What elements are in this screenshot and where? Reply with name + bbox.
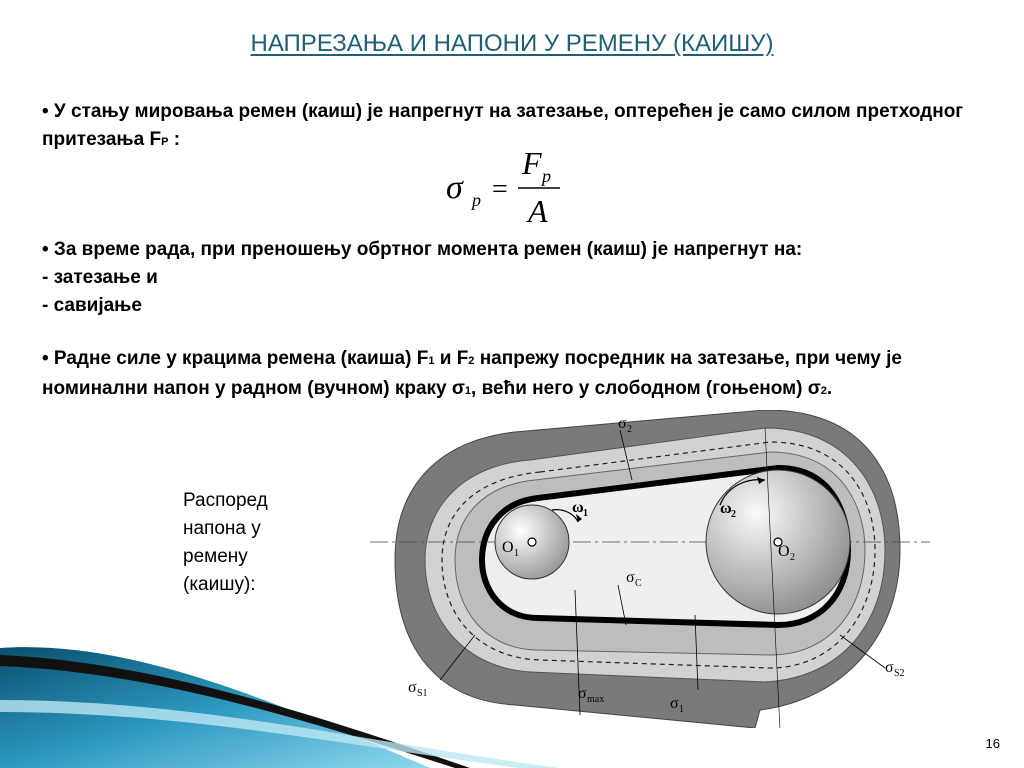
- label-o1: O: [502, 539, 514, 556]
- p2-line1: • За време рада, при преношењу обртног момента ремен (каиш) је напрегнут на:: [42, 239, 803, 260]
- label-sigmaS1-sub: S1: [417, 688, 428, 699]
- p3-c: напрежу посредник на затезање, при чему је номинални напон у радном (вучном) краку σ: [42, 348, 902, 399]
- p3-b-sub: 2: [468, 355, 475, 367]
- label-sigma1: σ: [670, 695, 679, 712]
- formula-lhs: σ: [446, 169, 463, 206]
- slide-title: НАПРЕЗАЊА И НАПОНИ У РЕМЕНУ (КАИШУ): [250, 30, 774, 57]
- paragraph-working-state: [42, 236, 992, 320]
- formula-num: F: [522, 145, 542, 181]
- label-sigma1-sub: 1: [679, 704, 684, 715]
- label-sigmaC-sub: C: [635, 578, 642, 589]
- label-omega2-sub: 2: [731, 509, 736, 520]
- p2-line2: - затезање и: [42, 267, 158, 288]
- label-sigma2-sub: 2: [627, 424, 632, 435]
- p1-sub: P: [161, 136, 169, 148]
- p2-line3: - савијање: [42, 295, 142, 316]
- label-sigmaC: σ: [626, 569, 635, 586]
- formula-lhs-sub: p: [472, 190, 481, 210]
- p3-c-sub: 1: [464, 385, 472, 397]
- label-omega2: ω: [720, 500, 732, 517]
- label-omega1-sub: 1: [583, 508, 588, 519]
- p3-d-sub: 2: [820, 385, 827, 397]
- diagram-caption: Распоред напона у ремену (каишу):: [183, 490, 268, 595]
- p3-e: .: [826, 378, 833, 399]
- p3-a-sub: 1: [428, 355, 435, 367]
- label-sigmamax: σ: [578, 685, 587, 702]
- label-omega1: ω: [572, 499, 584, 516]
- belt-stress-diagram: [370, 410, 930, 728]
- formula-den: A: [528, 193, 548, 229]
- label-sigmaS1: σ: [408, 679, 417, 696]
- p3-a: • Радне силе у крацима ремена (каиша) F: [42, 348, 429, 369]
- p1-text: • У стању мировања ремен (каиш) је напрегнут на затезање, оптерећен је само силом претходног притезања F: [42, 101, 964, 150]
- formula-sigma-p: [440, 140, 570, 230]
- label-o2-sub: 2: [790, 552, 795, 563]
- page-number: 16: [985, 736, 1000, 751]
- label-sigmaS2-sub: S2: [894, 668, 905, 679]
- label-o2: O: [778, 543, 790, 560]
- small-pulley-center: [528, 538, 536, 546]
- formula-num-sub: p: [542, 166, 551, 186]
- p3-d: , већи него у слободном (гоњеном) σ: [471, 378, 821, 399]
- label-sigmaS2: σ: [885, 659, 894, 676]
- paragraph-working-forces: [42, 345, 992, 405]
- label-sigmamax-sub: max: [587, 694, 605, 705]
- p3-b: и F: [434, 348, 469, 369]
- p1-tail: :: [168, 129, 181, 150]
- formula-eq: =: [492, 174, 508, 205]
- label-sigma2: σ: [618, 415, 627, 432]
- label-o1-sub: 1: [514, 548, 519, 559]
